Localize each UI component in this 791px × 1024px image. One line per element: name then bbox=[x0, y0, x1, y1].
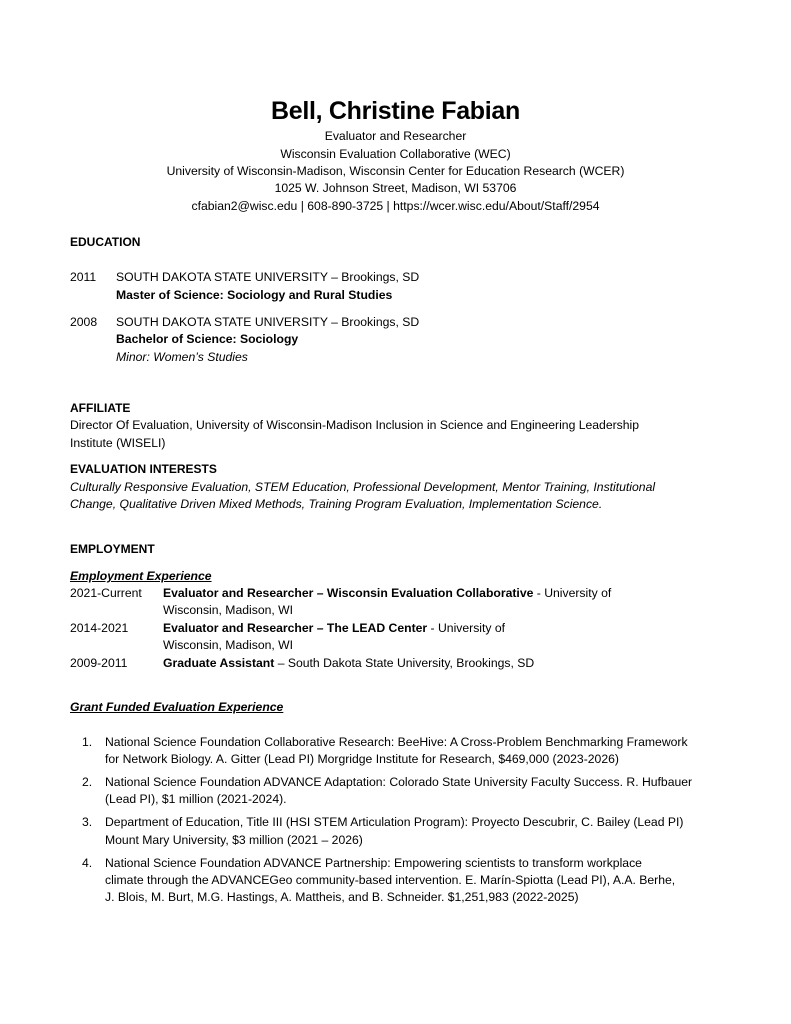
interests-line: Change, Qualitative Driven Mixed Methods, Training Program Evaluation, Implementation Science. bbox=[70, 497, 603, 511]
grant-number: 1. bbox=[82, 735, 93, 749]
interests-heading: EVALUATION INTERESTS bbox=[70, 462, 217, 476]
grant-line: National Science Foundation ADVANCE Partnership: Empowering scientists to transform workplace bbox=[105, 856, 642, 870]
employment-years: 2014-2021 bbox=[70, 621, 129, 635]
interests-line: Culturally Responsive Evaluation, STEM Education, Professional Development, Mentor Training, Institutional bbox=[70, 480, 656, 494]
job-title: Evaluator and Researcher bbox=[324, 129, 467, 143]
education-degree: Master of Science: Sociology and Rural Studies bbox=[116, 288, 393, 302]
employment-location-line: Wisconsin, Madison, WI bbox=[163, 603, 294, 617]
grant-number: 4. bbox=[82, 856, 93, 870]
education-school: SOUTH DAKOTA STATE UNIVERSITY – Brookings, SD bbox=[116, 315, 420, 329]
grant-line: National Science Foundation ADVANCE Adaptation: Colorado State University Faculty Success. R. Hufbauer bbox=[105, 775, 693, 789]
employment-subheading: Employment Experience bbox=[70, 569, 212, 583]
education-minor: Minor: Women’s Studies bbox=[116, 350, 248, 364]
employment-heading: EMPLOYMENT bbox=[70, 542, 155, 556]
contact-info: cfabian2@wisc.edu | 608-890-3725 | https://wcer.wisc.edu/About/Staff/2954 bbox=[191, 199, 600, 213]
affiliate-line: Director Of Evaluation, University of Wisconsin-Madison Inclusion in Science and Engineering Leadership bbox=[70, 418, 640, 432]
grant-line: Mount Mary University, $3 million (2021 – 2026) bbox=[105, 833, 363, 847]
address: 1025 W. Johnson Street, Madison, WI 53706 bbox=[274, 181, 517, 195]
education-year: 2008 bbox=[70, 315, 98, 329]
employment-role: Graduate Assistant bbox=[163, 656, 275, 670]
organization: Wisconsin Evaluation Collaborative (WEC) bbox=[280, 147, 511, 161]
affiliate-heading: AFFILIATE bbox=[70, 401, 131, 415]
grant-number: 3. bbox=[82, 815, 93, 829]
employment-location: - University of bbox=[533, 586, 612, 600]
employment-years: 2009-2011 bbox=[70, 656, 128, 670]
person-name: Bell, Christine Fabian bbox=[270, 97, 520, 125]
education-degree: Bachelor of Science: Sociology bbox=[116, 332, 299, 346]
grant-line: climate through the ADVANCEGeo community-based intervention. E. Marín-Spiotta (Lead PI), A.A. Berhe, bbox=[105, 873, 676, 887]
employment-location: – South Dakota State University, Brookings, SD bbox=[274, 656, 535, 670]
employment-position bbox=[163, 586, 611, 600]
grant-line: J. Blois, M. Burt, M.G. Hastings, A. Mattheis, and B. Schneider. $1,251,983 (2022-2025) bbox=[105, 890, 579, 904]
education-school: SOUTH DAKOTA STATE UNIVERSITY – Brookings, SD bbox=[116, 270, 420, 284]
employment-location: - University of bbox=[427, 621, 506, 635]
grant-line: National Science Foundation Collaborative Research: BeeHive: A Cross-Problem Benchmarking Framework bbox=[105, 735, 688, 749]
employment-role: Evaluator and Researcher – The LEAD Center bbox=[163, 621, 428, 635]
employment-role: Evaluator and Researcher – Wisconsin Evaluation Collaborative bbox=[163, 586, 534, 600]
employment-position bbox=[163, 656, 534, 670]
grant-line: Department of Education, Title III (HSI STEM Articulation Program): Proyecto Descubrir, C. Bailey (Lead PI) bbox=[105, 815, 684, 829]
education-heading: EDUCATION bbox=[70, 235, 141, 249]
education-year: 2011 bbox=[70, 270, 97, 284]
employment-location-line: Wisconsin, Madison, WI bbox=[163, 638, 294, 652]
grant-line: for Network Biology. A. Gitter (Lead PI) Morgridge Institute for Research, $469,000 (2023-2026) bbox=[105, 752, 619, 766]
grant-line: (Lead PI), $1 million (2021-2024). bbox=[105, 792, 287, 806]
grant-number: 2. bbox=[82, 775, 93, 789]
employment-years: 2021-Current bbox=[70, 586, 142, 600]
grants-subheading: Grant Funded Evaluation Experience bbox=[70, 700, 284, 714]
employment-position bbox=[163, 621, 505, 635]
institution: University of Wisconsin-Madison, Wisconsin Center for Education Research (WCER) bbox=[166, 164, 625, 178]
affiliate-line: Institute (WISELI) bbox=[70, 436, 166, 450]
